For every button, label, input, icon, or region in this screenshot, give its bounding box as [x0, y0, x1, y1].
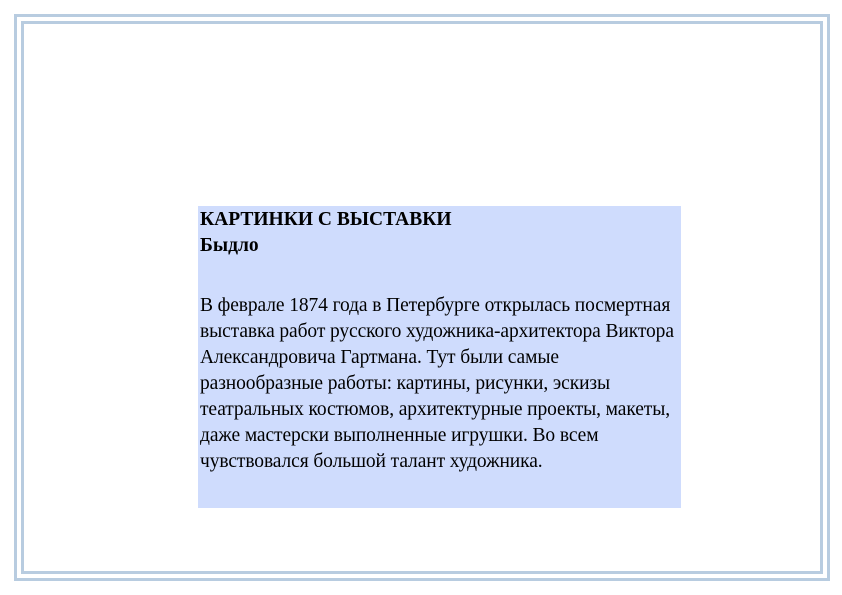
- slide-title: КАРТИНКИ С ВЫСТАВКИ: [200, 209, 452, 230]
- slide-subtitle: Быдло: [200, 235, 259, 256]
- body-paragraph: В феврале 1874 года в Петербурге открылась посмертная выставка работ русского художника-архитектора Виктора Александровича Гартмана. Тут были самые разнообразные работы: картины, рисунки, эскизы театральных костюмов, архитектурные проекты, макеты, даже мастерски выполненные игрушки. Во всем чувствовался большой талант художника.: [200, 295, 674, 472]
- text-box: [198, 206, 681, 508]
- spacer: [200, 259, 679, 293]
